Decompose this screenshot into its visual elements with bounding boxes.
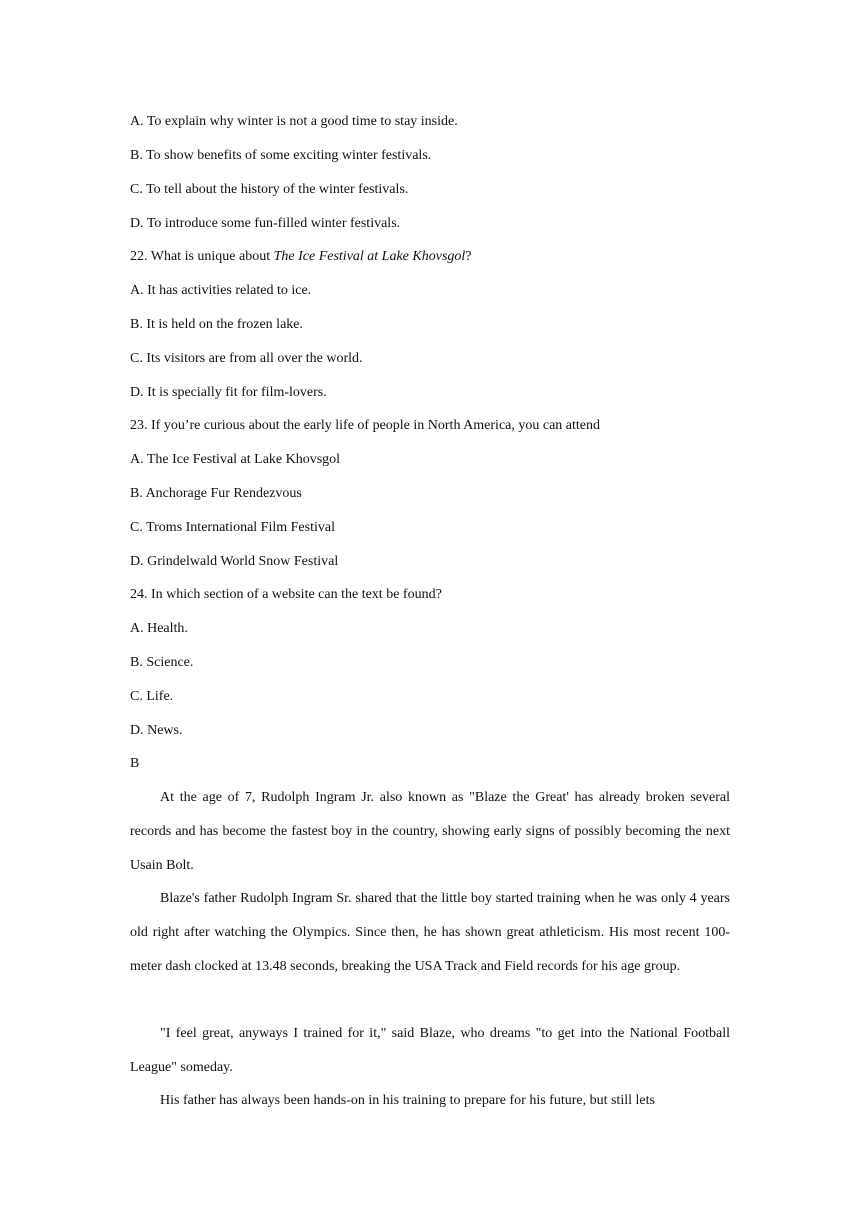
q22-prefix: 22. What is unique about — [130, 249, 274, 264]
q23-option-b: B. Anchorage Fur Rendezvous — [130, 486, 302, 501]
passage-paragraph-3: "I feel great, anyways I trained for it," said Blaze, who dreams "to get into the National Football League" someday. — [130, 1026, 730, 1075]
q23-option-c: C. Troms International Film Festival — [130, 520, 335, 535]
q24-question: 24. In which section of a website can the text be found? — [130, 587, 442, 602]
q24-option-a: A. Health. — [130, 621, 188, 636]
q22-suffix: ? — [465, 249, 472, 264]
q24-option-b: B. Science. — [130, 655, 194, 670]
q23-question: 23. If you’re curious about the early life of people in North America, you can attend — [130, 418, 601, 433]
q22-option-a: A. It has activities related to ice. — [130, 283, 312, 298]
passage-paragraph-4: His father has always been hands-on in his training to prepare for his future, but still lets — [160, 1093, 655, 1108]
q22-option-c: C. Its visitors are from all over the world. — [130, 351, 363, 366]
q21-option-c: C. To tell about the history of the winter festivals. — [130, 182, 409, 197]
q23-option-d: D. Grindelwald World Snow Festival — [130, 554, 339, 569]
passage-paragraph-2: Blaze's father Rudolph Ingram Sr. shared that the little boy started training when he was only 4 years old right after watching the Olympics. Since then, he has shown great athleticism. His most recent 100-meter dash clocked at 13.48 seconds, breaking the USA Track and Field records for his age group. — [130, 891, 730, 974]
q22-question — [130, 248, 472, 266]
section-label: B — [130, 756, 140, 771]
q21-option-a: A. To explain why winter is not a good time to stay inside. — [130, 114, 458, 129]
q22-option-d: D. It is specially fit for film-lovers. — [130, 385, 327, 400]
q22-festival-title: The Ice Festival at Lake Khovsgol — [273, 249, 466, 264]
q22-option-b: B. It is held on the frozen lake. — [130, 317, 304, 332]
q21-option-b: B. To show benefits of some exciting winter festivals. — [130, 148, 432, 163]
passage-paragraph-1: At the age of 7, Rudolph Ingram Jr. also known as "Blaze the Great' has already broken several records and has become the fastest boy in the country, showing early signs of possibly becoming the next Usain Bolt. — [130, 790, 730, 873]
q24-option-c: C. Life. — [130, 689, 174, 704]
q24-option-d: D. News. — [130, 723, 183, 738]
q23-option-a: A. The Ice Festival at Lake Khovsgol — [130, 452, 341, 467]
q21-option-d: D. To introduce some fun-filled winter festivals. — [130, 216, 401, 231]
